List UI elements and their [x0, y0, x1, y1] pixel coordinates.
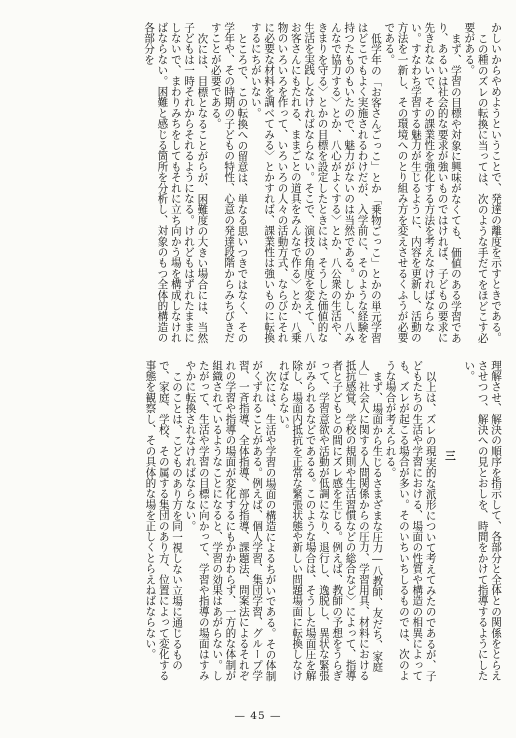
paragraph: このことは、こどものあり方を同一視しない立場に通じるもので、家庭、学校、その属する集団のあり方、位置によって変化する事態を観察し、その具体的な場を正しくとらえねばならない。 [144, 360, 184, 681]
paragraph: ところで、この転換への留意は、単なる思いつきではなく、その学年や、その時期の子どもの特性、心意の発達段階からみちびきだすことが必要である。 [209, 22, 249, 343]
paragraph: 次には、生活や学習の場面の構造によるちがいである。その体制がくずれることがある。例えば、個人学習、集団学習、グループ学習、一斉指導、全体指導、部分指導、課題法、問案法によるそれぞれの学習や指導の場面が変化するにもかかわらず、一方的な体制が組織されているようなことになると、学習の効果はあがらない。したがって、生活や学習の目標に向かって、学習や指導の場面はすみやかに転換されなければならない。 [184, 360, 277, 681]
paragraph: かしいからやめようということで、発達の離度を示すときである。 [490, 22, 502, 343]
paragraph: この種のズレの転換に当っては、次のような手だてをほどこす必要がある。 [463, 22, 489, 343]
paragraph: まず、場面から生じるさまざまな圧力―八教師、友だち、家庭人」社会人に関する人間関係からの圧力、学習用具、材料における抵抗感覚、学校の規則や生活習慣などの総合など〉によって、指導者と子どもとの間にズレ感を生じる。例えば、教師の予想をうらぎって、学習意欲や活動が低調になり、退行し、逸脱し、異状な緊張がみられるなどであるる。このような場合は、そうした場面圧を解除し、場面内抵抗を正常な緊張状態や新しい問題場面に転換しなければならない。 [277, 360, 384, 681]
page-number: — 45 — [234, 710, 282, 722]
lower-text-block [16, 360, 502, 685]
paragraph: 理解させ、解決の順序を指示して、各部分と全体との関係をとらえさせつつ、解決への見とおしを、時間をかけて指導するようにしたい。 [463, 360, 502, 681]
section-heading: 三 [443, 450, 456, 461]
paragraph: 以上は、ズレの現実的な派形について考えてみたのであるが、子どもたちの生活や学習における、場面の性質や構造の相異によっても、ズレが起こる場合が多い。そのいちいちしるものでは、次のような場合が考えられる。 [384, 360, 437, 681]
paragraph: 低学年の「お客さんごっこ」とか「乗物ごっこ」とかの単元学習はどこでもよく実施されるわけだが、入学前に、そのような経験を持つたものもいたので、魅力がないのは当然である。しかし、八みんなで協力する〉とか、八心がよくする〉とか、八公衆の生活や、きまりを守る〉とかの目標を設定したときには、そうした価値的な生活を実践しなければならない。そこで、演技の角度を変えて、八お客さんにもたれる、ままごとの道具をみんなで作る〉とか、八乗物のいろいろを作って、いろいろの人々の活動方式、ならびにそれに必要な材料を調べてみる〉とかすれば、課業性は強いものに転換するにちがいない。 [249, 22, 382, 343]
paragraph: 次には、目標となることがらが、困難度の大きい場合には、当然子どもは一時それからそれるようになる。けれどもはずれたままにしないで、まわりみちをしてもそれに立ち向かう場を構成しなければならない。困難と感じる箇所を分析し、対象のもつ全体的構造の各部分を [143, 22, 209, 343]
paragraph: まず、学習の目標や対象に興味がなくても、価値のある学習であり、あるいは社会的な要求が強いものではければ、子どもの要求に先きれないで、その課業性を強化する方法を考えなければならない。すなわち学習する魅力が生じるように、内容を更新し、活動の方法を一新し、その環境へのとり組み方を変えさせるくふうが必要である。 [383, 22, 462, 343]
upper-text-block [16, 22, 502, 345]
